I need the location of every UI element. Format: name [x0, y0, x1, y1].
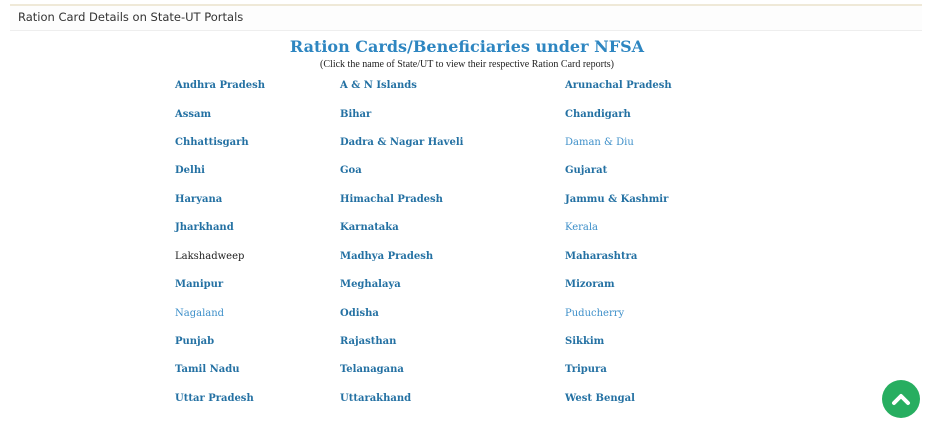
state-link-chandigarh[interactable]: Chandigarh [565, 109, 631, 120]
state-link-puducherry[interactable]: Puducherry [565, 308, 625, 319]
state-link-haryana[interactable]: Haryana [175, 194, 223, 205]
state-link-kerala[interactable]: Kerala [565, 222, 599, 233]
state-link-sikkim[interactable]: Sikkim [565, 336, 605, 347]
panel-title: Ration Card Details on State-UT Portals [18, 10, 244, 24]
state-link-himachal-pradesh[interactable]: Himachal Pradesh [340, 194, 443, 205]
state-link-madhya-pradesh[interactable]: Madhya Pradesh [340, 251, 434, 262]
state-link-mizoram[interactable]: Mizoram [565, 279, 615, 290]
state-link-a-n-islands[interactable]: A & N Islands [340, 80, 417, 91]
state-link-maharashtra[interactable]: Maharashtra [565, 251, 638, 262]
state-link-daman-diu[interactable]: Daman & Diu [565, 137, 634, 148]
state-link-telanagana[interactable]: Telanagana [340, 364, 404, 375]
state-link-chhattisgarh[interactable]: Chhattisgarh [175, 137, 249, 148]
state-link-jharkhand[interactable]: Jharkhand [175, 222, 234, 233]
state-link-meghalaya[interactable]: Meghalaya [340, 279, 401, 290]
state-link-rajasthan[interactable]: Rajasthan [340, 336, 397, 347]
state-link-goa[interactable]: Goa [340, 165, 362, 176]
state-link-karnataka[interactable]: Karnataka [340, 222, 399, 233]
state-link-dadra-nagar-haveli[interactable]: Dadra & Nagar Haveli [340, 137, 464, 148]
state-label-lakshadweep: Lakshadweep [175, 251, 245, 262]
state-link-punjab[interactable]: Punjab [175, 336, 215, 347]
state-link-assam[interactable]: Assam [175, 109, 212, 120]
state-link-uttar-pradesh[interactable]: Uttar Pradesh [175, 393, 254, 404]
page-title: Ration Cards/Beneficiaries under NFSA [289, 37, 645, 56]
page-subtitle: (Click the name of State/UT to view their respective Ration Card reports) [320, 59, 614, 70]
state-link-nagaland[interactable]: Nagaland [175, 308, 225, 319]
chevron-up-icon [891, 392, 911, 406]
state-link-manipur[interactable]: Manipur [175, 279, 224, 290]
state-link-arunachal-pradesh[interactable]: Arunachal Pradesh [565, 80, 672, 91]
panel-header [10, 4, 922, 31]
state-link-uttarakhand[interactable]: Uttarakhand [340, 393, 412, 404]
state-link-tripura[interactable]: Tripura [565, 364, 607, 375]
state-link-jammu-kashmir[interactable]: Jammu & Kashmir [565, 194, 669, 205]
state-link-west-bengal[interactable]: West Bengal [565, 393, 635, 404]
state-link-odisha[interactable]: Odisha [340, 308, 379, 319]
state-link-tamil-nadu[interactable]: Tamil Nadu [175, 364, 240, 375]
state-link-andhra-pradesh[interactable]: Andhra Pradesh [175, 80, 266, 91]
state-link-bihar[interactable]: Bihar [340, 109, 372, 120]
state-link-delhi[interactable]: Delhi [175, 165, 205, 176]
state-link-gujarat[interactable]: Gujarat [565, 165, 608, 176]
scroll-to-top-button[interactable] [882, 380, 920, 418]
